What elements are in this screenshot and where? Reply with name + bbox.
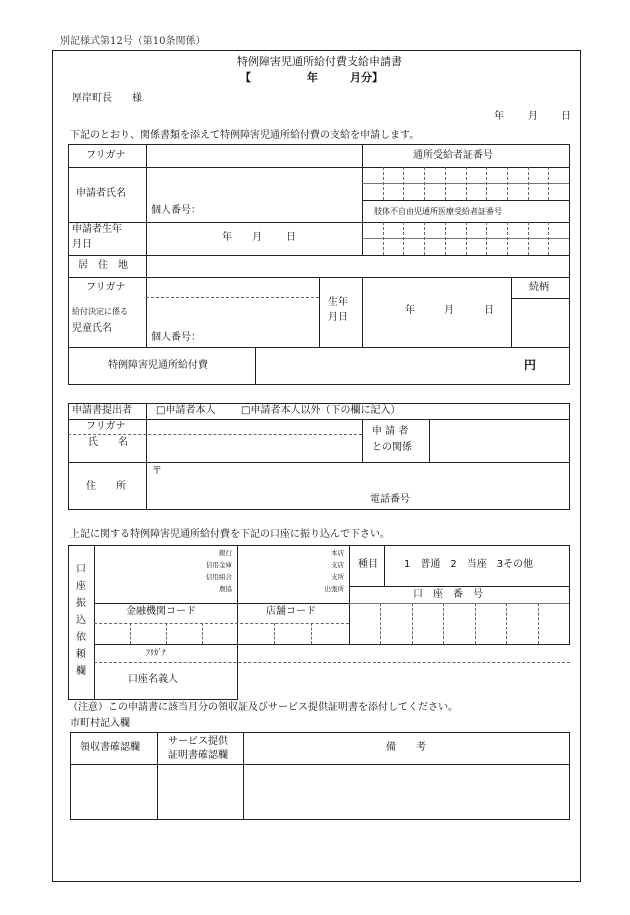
branch-type: 本店 <box>331 549 344 557</box>
applicant-birth-label-1: 申請者生年 <box>72 224 122 235</box>
postal-mark: 〒 <box>152 466 162 477</box>
period-year: 年 <box>307 71 318 84</box>
institution-type: 信用金庫 <box>206 561 232 569</box>
applicant-personal-number-label: 個人番号： <box>151 205 201 216</box>
cert-number-label: 通所受給者証番号 <box>413 150 493 161</box>
form-frame <box>52 50 581 882</box>
digit-box-divider <box>443 603 444 644</box>
submitter-relation-label-2: との関係 <box>372 442 412 453</box>
digit-box-divider <box>380 603 381 644</box>
digit-box-divider <box>486 167 487 200</box>
institution-type: 銀行 <box>219 549 232 557</box>
institution-type: 信用組合 <box>206 573 232 581</box>
applicant-birth-year: 年 <box>222 232 232 243</box>
branch-type: 支所 <box>331 573 344 581</box>
digit-box-divider <box>445 222 446 255</box>
submitter-label: 申請書提出者 <box>72 405 132 416</box>
receipt-check-label: 領収書確認欄 <box>80 742 140 753</box>
applicant-address-label: 居 住 地 <box>78 260 128 271</box>
digit-box-divider <box>424 167 425 200</box>
intro-text: 下記のとおり、関係書類を添えて特例障害児通所給付費の支給を申請します。 <box>70 130 420 141</box>
digit-box-divider <box>424 222 425 255</box>
period-month: 月分】 <box>350 71 383 84</box>
form-title: 特例障害児通所給付費支給申請書 <box>237 55 402 68</box>
form-reference: 別記様式第12号（第10条関係） <box>60 36 206 47</box>
digit-box-divider <box>466 222 467 255</box>
child-birth-label-2: 月日 <box>328 312 348 323</box>
child-birth-label-1: 生年 <box>328 297 348 308</box>
child-relation-label: 続柄 <box>529 282 549 293</box>
date-year: 年 <box>494 111 504 122</box>
submitter-name-label: 氏 名 <box>88 437 128 448</box>
child-birth-month: 月 <box>444 305 454 316</box>
branch-type: 出張所 <box>324 585 344 593</box>
applicant-birth-day: 日 <box>286 232 296 243</box>
digit-box-divider <box>528 167 529 200</box>
child-birth-day: 日 <box>484 305 494 316</box>
digit-box-divider <box>548 167 549 200</box>
addressee: 厚岸町長 様 <box>72 93 142 104</box>
bank-vertical-char: 欄 <box>76 666 86 677</box>
service-cert-label-1: サービス提供 <box>168 736 228 747</box>
holder-furigana-label: ﾌﾘｶﾞﾅ <box>146 648 166 657</box>
submitter-furigana-label: フリガナ <box>86 421 126 432</box>
digit-box-divider <box>506 603 507 644</box>
applicant-birth-label-2: 月日 <box>72 239 92 250</box>
child-birth-year: 年 <box>405 305 415 316</box>
digit-box-divider <box>507 222 508 255</box>
date-month: 月 <box>528 111 538 122</box>
service-cert-label-2: 証明書確認欄 <box>168 750 228 761</box>
bank-intro: 上記に関する特例障害児通所給付費を下記の口座に振り込んで下さい。 <box>70 529 390 540</box>
digit-box-divider <box>383 167 384 200</box>
digit-box-divider <box>403 167 404 200</box>
account-number-label: 口 座 番 号 <box>413 589 483 600</box>
account-type-label: 種目 <box>358 559 378 570</box>
applicant-name-label: 申請者氏名 <box>76 188 126 199</box>
submitter-address-label: 住 所 <box>86 481 126 492</box>
digit-box-divider <box>548 222 549 255</box>
digit-box-divider <box>383 222 384 255</box>
period-open: 【 <box>240 71 251 84</box>
digit-box-divider <box>475 603 476 644</box>
bank-vertical-char: 依 <box>76 632 86 643</box>
benefit-label: 特例障害児通所給付費 <box>108 360 208 371</box>
account-type-options[interactable]: 1 普通 2 当座 3その他 <box>404 559 534 570</box>
account-holder-label: 口座名義人 <box>128 674 178 685</box>
digit-box-divider <box>403 222 404 255</box>
child-label-1: 給付決定に係る <box>72 307 128 316</box>
child-label-2: 児童氏名 <box>72 323 112 334</box>
limb-cert-label: 肢体不自由児通所医療受給者証番号 <box>374 207 502 216</box>
digit-box-divider <box>466 167 467 200</box>
bank-vertical-char: 頼 <box>76 649 86 660</box>
branch-code-label: 店舗コード <box>266 606 316 617</box>
child-personal-number-label: 個人番号： <box>151 332 201 343</box>
date-day: 日 <box>561 111 571 122</box>
branch-type: 支店 <box>331 561 344 569</box>
submitter-option-other[interactable]: □申請者本人以外（下の欄に記入） <box>241 405 401 416</box>
office-section-label: 市町村記入欄 <box>70 718 130 729</box>
bank-vertical-char: 振 <box>76 598 86 609</box>
phone-label: 電話番号 <box>370 494 410 505</box>
institution-type: 農協 <box>219 585 232 593</box>
remarks-label: 備 考 <box>386 742 426 753</box>
bank-vertical-char: 座 <box>76 581 86 592</box>
submitter-option-self[interactable]: □申請者本人 <box>156 405 216 416</box>
benefit-unit: 円 <box>524 358 537 372</box>
digit-box-divider <box>412 603 413 644</box>
digit-box-divider <box>528 222 529 255</box>
child-furigana-label: フリガナ <box>86 282 126 293</box>
note-text: （注意）この申請書に該当月分の領収証及びサービス提供証明書を添付してください。 <box>68 702 458 713</box>
institution-code-label: 金融機関コード <box>126 606 196 617</box>
digit-box-divider <box>445 167 446 200</box>
applicant-birth-month: 月 <box>252 232 262 243</box>
digit-box-divider <box>486 222 487 255</box>
bank-vertical-char: 口 <box>76 564 86 575</box>
digit-box-divider <box>538 603 539 644</box>
submitter-relation-label-1: 申 請 者 <box>372 426 409 437</box>
applicant-furigana-label: フリガナ <box>86 150 126 161</box>
bank-vertical-char: 込 <box>76 615 86 626</box>
digit-box-divider <box>507 167 508 200</box>
